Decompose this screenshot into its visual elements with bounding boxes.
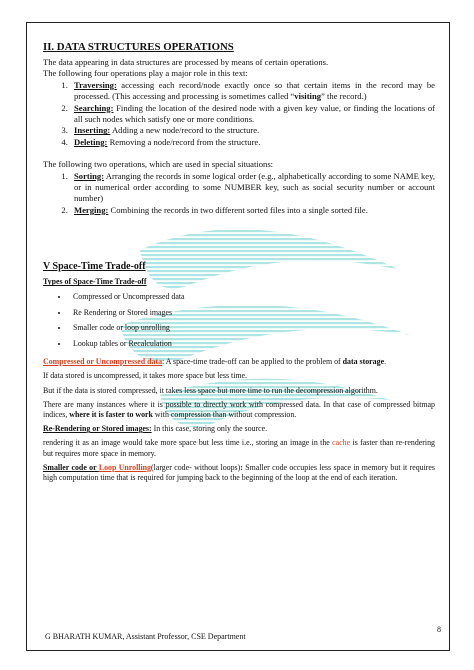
list-item: • Lookup tables or Recalculation [69,336,435,351]
paragraph-loop-unrolling: Smaller code or Loop Unrolling(larger code- without loops): Smaller code occupies less space in memory but it requires high computation time that is required for jumping back to the beginning of the loop at the end of each iteration. [43,462,435,482]
compressed-link[interactable]: Compressed or Uncompressed data [43,357,163,367]
list-item: 2. Searching: Finding the location of the desired node with a given key value, or finding the locations of all such nodes which satisfy one or more conditions. [70,103,435,126]
term-sorting: Sorting: [74,170,105,181]
page-content [43,41,435,487]
paragraph-rerendering: Re-Rendering or Stored images: In this case, storing only the source. [43,424,268,434]
page-number: 8 [437,625,441,634]
operations-list [43,80,435,148]
paragraph-decompression: But if the data is stored compressed, it takes less space but more time to run the decompression algorithm. [43,385,378,395]
section-heading-data-structures: II. DATA STRUCTURES OPERATIONS [43,41,234,53]
space-time-section [43,277,435,483]
section-heading-space-time: V Space-Time Trade-off [43,261,146,273]
list-item: 3. Inserting: Adding a new node/record to the structure. [70,125,435,136]
intro-line-1: The data appearing in data structures are processed by means of certain operations. [43,57,329,67]
loop-unrolling-link[interactable]: Loop Unrolling [98,462,151,472]
special-operations-list [43,171,435,217]
term-deleting: Deleting: [74,136,108,147]
types-list [43,289,435,351]
types-heading: Types of Space-Time Trade-off [43,277,147,287]
paragraph-uncompressed: If data stored is uncompressed, it takes more space but less time. [43,371,248,381]
term-traversing: Traversing: [74,79,117,90]
cache-link[interactable]: cache [332,438,351,448]
intro-line-3: The following two operations, which are used in special situations: [43,159,274,170]
list-item: • Smaller code or loop unrolling [69,320,435,335]
term-inserting: Inserting: [74,125,111,136]
list-item: 4. Deleting: Removing a node/record from the structure. [70,137,435,148]
term-searching: Searching: [74,102,114,113]
paragraph-bitmap: There are many instances where it is possible to directly work with compressed data. In that case of compressed bitmap indices, where it is faster to work with compression than without compression. [43,399,435,419]
term-merging: Merging: [74,204,109,215]
list-item: • Compressed or Uncompressed data [69,289,435,304]
list-item: 2. Merging: Combining the records in two different sorted files into a single sorted file. [70,205,435,216]
paragraph-compressed: Compressed or Uncompressed data: A space-time trade-off can be applied to the problem of data storage. [43,357,387,367]
footer-author: G BHARATH KUMAR, Assistant Professor, CSE Department [45,632,246,641]
paragraph-cache: rendering it as an image would take more space but less time i.e., storing an image in the cache is faster than re-rendering but requires more space in memory. [43,438,435,458]
intro-line-2: The following four operations play a major role in this text: [43,68,248,79]
list-item: • Re Rendering or Stored images [69,305,435,320]
list-item: 1. Sorting: Arranging the records in some logical order (e.g., alphabetically according to some NAME key, or in numerical order according to some NUMBER key, such as social security number or account number) [70,171,435,205]
list-item: 1. Traversing: accessing each record/node exactly once so that certain items in the record may be processed. (This accessing and processing is sometimes called “visiting” the record.) [70,80,435,103]
